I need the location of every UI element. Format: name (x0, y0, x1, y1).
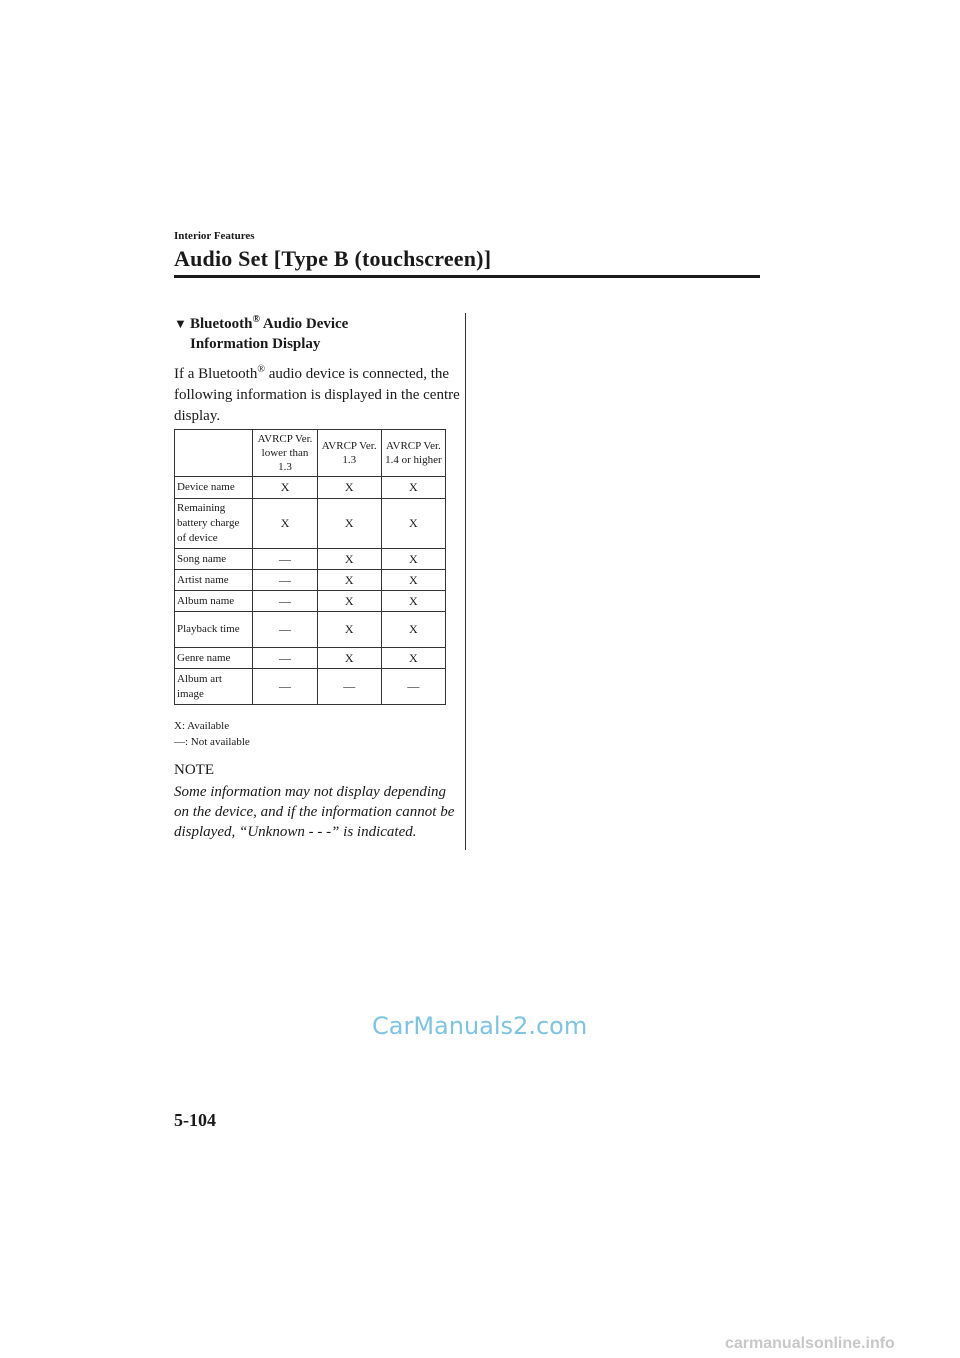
table-row (175, 591, 446, 612)
body-part1: If a Bluetooth (174, 366, 258, 382)
heading-line2: Information Display (190, 336, 321, 352)
column-header: AVRCP Ver. lower than 1.3 (253, 430, 317, 477)
table-cell: X (381, 612, 445, 648)
table-cell: — (253, 669, 317, 705)
table-cell: — (317, 669, 381, 705)
table-cell: X (253, 477, 317, 499)
table-row (175, 612, 446, 648)
footer-site-link[interactable]: carmanualsonline.info (725, 1335, 895, 1352)
row-label: Album art image (175, 669, 253, 705)
table-cell: X (381, 477, 445, 499)
row-label: Device name (175, 477, 253, 499)
table-cell: — (253, 591, 317, 612)
table-cell: X (253, 499, 317, 549)
table-row (175, 669, 446, 705)
legend-available: X: Available (174, 720, 230, 732)
note-text: Some information may not display depending on the device, and if the information cannot be displayed, “Unknown - - -” is indicated. (174, 784, 455, 840)
table-row (175, 570, 446, 591)
body-part2: audio device is connected, the following information is displayed in the centre display. (174, 366, 460, 424)
table-cell: — (253, 570, 317, 591)
avrcp-compatibility-table (174, 429, 446, 705)
table-cell: X (381, 648, 445, 669)
table-row (175, 648, 446, 669)
section-rule (174, 275, 760, 278)
body-registered-mark: ® (257, 364, 265, 375)
legend-not-available: —: Not available (174, 736, 250, 748)
table-legend (174, 718, 250, 750)
column-header: AVRCP Ver. 1.4 or higher (381, 430, 445, 477)
column-header: AVRCP Ver. 1.3 (317, 430, 381, 477)
table-cell: — (253, 612, 317, 648)
registered-mark: ® (252, 314, 260, 325)
table-cell: X (381, 499, 445, 549)
table-cell: X (317, 612, 381, 648)
table-row (175, 477, 446, 499)
table-cell: X (381, 591, 445, 612)
heading-brand: Bluetooth (190, 316, 253, 332)
heading-line1-rest: Audio Device (260, 316, 349, 332)
chapter-label: Interior Features (174, 230, 255, 242)
row-label: Song name (175, 549, 253, 570)
table-corner-cell (175, 430, 253, 477)
table-cell: X (317, 570, 381, 591)
table-row (175, 549, 446, 570)
subsection-heading (174, 314, 348, 354)
table-cell: — (253, 648, 317, 669)
body-paragraph (174, 364, 464, 427)
table-row (175, 499, 446, 549)
table-header-row (175, 430, 446, 477)
table-cell: X (317, 648, 381, 669)
table-cell: X (317, 499, 381, 549)
table-cell: X (381, 549, 445, 570)
column-divider (465, 313, 466, 850)
table-cell: X (317, 549, 381, 570)
row-label: Genre name (175, 648, 253, 669)
row-label: Remaining battery charge of device (175, 499, 253, 549)
triangle-marker-icon: ▼ (174, 316, 187, 331)
table-cell: — (381, 669, 445, 705)
note-block (174, 760, 464, 842)
row-label: Playback time (175, 612, 253, 648)
note-title: NOTE (174, 762, 214, 778)
page-number: 5-104 (174, 1110, 216, 1130)
table-cell: X (317, 591, 381, 612)
row-label: Artist name (175, 570, 253, 591)
watermark-logo: CarManuals2.com (372, 1012, 588, 1040)
section-title: Audio Set [Type B (touchscreen)] (174, 246, 492, 271)
row-label: Album name (175, 591, 253, 612)
table-cell: X (381, 570, 445, 591)
table-cell: — (253, 549, 317, 570)
table-cell: X (317, 477, 381, 499)
